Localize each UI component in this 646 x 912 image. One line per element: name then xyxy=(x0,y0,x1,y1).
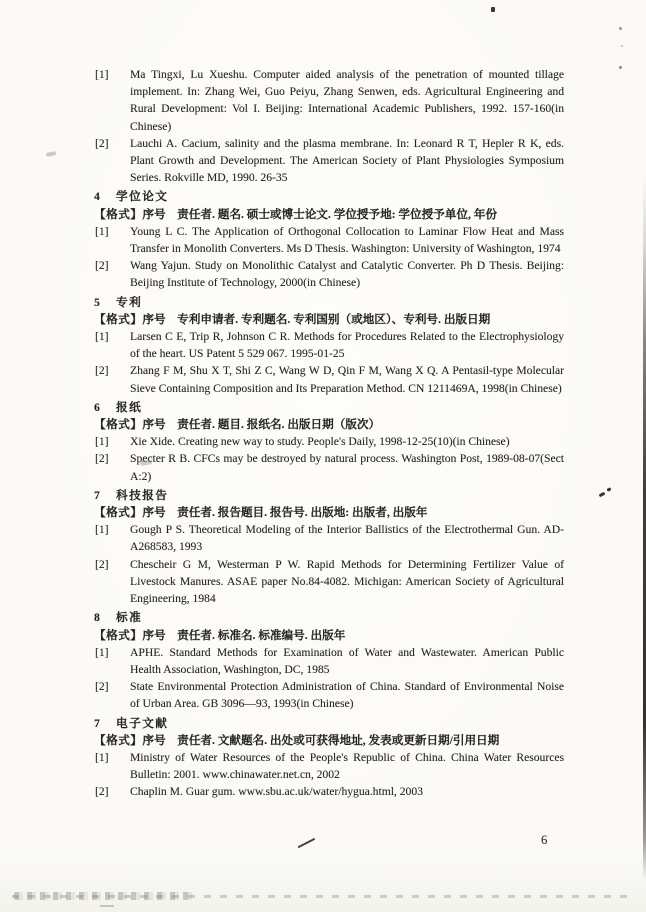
format-text: 序号 责任者. 题名. 硕士或博士论文. 学位授予地: 学位授予单位, 年份 xyxy=(142,207,497,221)
reference-text: Gough P S. Theoretical Modeling of the Interior Ballistics of the Electrothermal Gun. AD-A268583, 1993 xyxy=(130,523,564,554)
reference-item xyxy=(94,556,564,608)
format-label: 【格式】 xyxy=(94,207,143,221)
reference-text: Xie Xide. Creating new way to study. People's Daily, 1998-12-25(10)(in Chinese) xyxy=(130,435,510,449)
reference-marker: [2] xyxy=(95,785,109,799)
section-title: 报纸 xyxy=(116,400,143,414)
citation-format-line xyxy=(94,732,564,749)
section-heading xyxy=(94,294,564,311)
format-text: 序号 责任者. 题目. 报纸名. 出版日期（版次） xyxy=(142,418,381,432)
format-text: 序号 责任者. 报告题目. 报告号. 出版地: 出版者, 出版年 xyxy=(142,506,428,520)
scan-speck xyxy=(491,7,495,12)
section-title: 科技报告 xyxy=(116,488,169,502)
reference-marker: [2] xyxy=(95,452,109,466)
section-number: 7 xyxy=(94,488,100,502)
format-label: 【格式】 xyxy=(94,506,143,520)
pen-check-mark xyxy=(599,488,612,497)
reference-list xyxy=(94,66,564,801)
reference-item xyxy=(94,521,564,555)
scan-smudge xyxy=(46,151,57,157)
section-heading xyxy=(94,188,564,205)
reference-text: State Environmental Protection Administration of China. Standard of Environmental Noise of Urban Area. GB 3096—93, 1993(in Chinese) xyxy=(130,680,564,711)
reference-marker: [2] xyxy=(95,680,109,694)
section-number: 7 xyxy=(94,716,100,730)
section-heading xyxy=(94,399,564,416)
reference-item xyxy=(94,678,564,712)
format-text: 序号 责任者. 标准名. 标准编号. 出版年 xyxy=(142,628,346,642)
reference-text: Ma Tingxi, Lu Xueshu. Computer aided analysis of the penetration of mounted tillage implement. In: Zhang Wei, Guo Peiyu, Zhang Senwen, eds. Agricultural Engineering and Rural Development: Vol I. Beijing: International Academic Publishers, 1992. 157-160(in Chinese) xyxy=(130,68,564,133)
scan-bottom-smudge xyxy=(14,892,194,900)
scan-bottom-tick xyxy=(100,905,114,907)
format-label: 【格式】 xyxy=(94,312,143,326)
reference-marker: [1] xyxy=(95,330,109,344)
reference-text: Larsen C E, Trip R, Johnson C R. Methods for Procedures Related to the Electrophysiology of the heart. US Patent 5 529 067. 1995-01-25 xyxy=(130,330,564,361)
scan-bottom-dashes xyxy=(12,895,630,898)
reference-text: Young L C. The Application of Orthogonal Collocation to Laminar Flow Heat and Mass Transfer in Monolith Converters. Ms D Thesis. Washington: University of Washington, 1974 xyxy=(130,224,564,256)
reference-marker: [2] xyxy=(95,364,109,378)
reference-text: Specter R B. CFCs may be destroyed by natural process. Washington Post, 1989-08-07(Sect A:2) xyxy=(130,452,564,483)
scan-speck xyxy=(621,45,623,47)
reference-item xyxy=(94,783,564,800)
reference-text: Lauchi A. Cacium, salinity and the plasma membrane. In: Leonard R T, Hepler R K, eds. Plant Growth and Development. The American Society of Plant Physiologies Symposium Series. Rokville MD, 1990. 26-35 xyxy=(130,136,564,185)
reference-item xyxy=(94,257,564,291)
reference-marker: [1] xyxy=(95,750,109,764)
reference-text: Chescheir G M, Westerman P W. Rapid Methods for Determining Fertilizer Value of Livestock Manures. ASAE paper No.84-4082. Michigan: American Society of Agricultural Engineering, 1984 xyxy=(130,557,564,606)
reference-item xyxy=(94,223,564,257)
reference-text: Wang Yajun. Study on Monolithic Catalyst and Catalytic Converter. Ph D Thesis. Beijing: Beijing Institute of Technology, 2000(in Chinese) xyxy=(130,259,564,290)
reference-text: APHE. Standard Methods for Examination of Water and Wastewater. American Public Health Association, Washington, DC, 1985 xyxy=(130,645,564,676)
section-number: 4 xyxy=(94,190,100,204)
scan-speck xyxy=(619,66,622,69)
reference-item xyxy=(94,450,564,484)
section-title: 专利 xyxy=(116,295,143,309)
citation-format-line xyxy=(94,504,564,521)
section-heading xyxy=(94,715,564,732)
section-heading xyxy=(94,609,564,626)
format-text: 序号 责任者. 文献题名. 出处或可获得地址, 发表或更新日期/引用日期 xyxy=(142,733,500,747)
scan-speck xyxy=(619,27,622,30)
citation-format-line xyxy=(94,311,564,328)
citation-format-line xyxy=(94,416,564,433)
reference-item xyxy=(94,66,564,135)
reference-text: Zhang F M, Shu X T, Shi Z C, Wang W D, Qin F M, Wang X Q. A Pentasil-type Molecular Sieve Containing Composition and Its Preparation Method. CN 1211469A, 1998(in Chinese) xyxy=(130,364,564,395)
reference-text: Chaplin M. Guar gum. www.sbu.ac.uk/water/hygua.html, 2003 xyxy=(130,785,423,799)
reference-marker: [2] xyxy=(95,557,109,571)
reference-marker: [1] xyxy=(95,435,109,449)
section-title: 电子文献 xyxy=(116,716,169,730)
section-number: 5 xyxy=(94,295,100,309)
citation-format-line xyxy=(94,206,564,223)
reference-item xyxy=(94,433,564,450)
section-title: 标准 xyxy=(116,611,143,625)
reference-item xyxy=(94,328,564,362)
reference-marker: [1] xyxy=(95,523,109,537)
reference-marker: [2] xyxy=(95,136,109,150)
reference-item xyxy=(94,362,564,396)
format-label: 【格式】 xyxy=(94,628,143,642)
section-title: 学位论文 xyxy=(116,190,169,204)
reference-marker: [1] xyxy=(95,68,109,81)
citation-format-line xyxy=(94,627,564,644)
format-label: 【格式】 xyxy=(94,733,143,747)
section-number: 6 xyxy=(94,400,100,414)
reference-marker: [2] xyxy=(95,259,109,273)
reference-marker: [1] xyxy=(95,224,109,238)
page-number: 6 xyxy=(541,833,548,847)
section-heading xyxy=(94,487,564,504)
reference-marker: [1] xyxy=(95,645,109,659)
reference-item xyxy=(94,644,564,678)
reference-item xyxy=(94,749,564,783)
format-label: 【格式】 xyxy=(94,418,143,432)
reference-text: Ministry of Water Resources of the People's Republic of China. China Water Resources Bulletin: 2001. www.chinawater.net.cn, 2002 xyxy=(130,750,564,782)
format-text: 序号 专利申请者. 专利题名. 专利国别（或地区）、专利号. 出版日期 xyxy=(142,312,491,326)
section-number: 8 xyxy=(94,611,100,625)
reference-item xyxy=(94,135,564,187)
pen-slash-mark xyxy=(296,836,318,850)
